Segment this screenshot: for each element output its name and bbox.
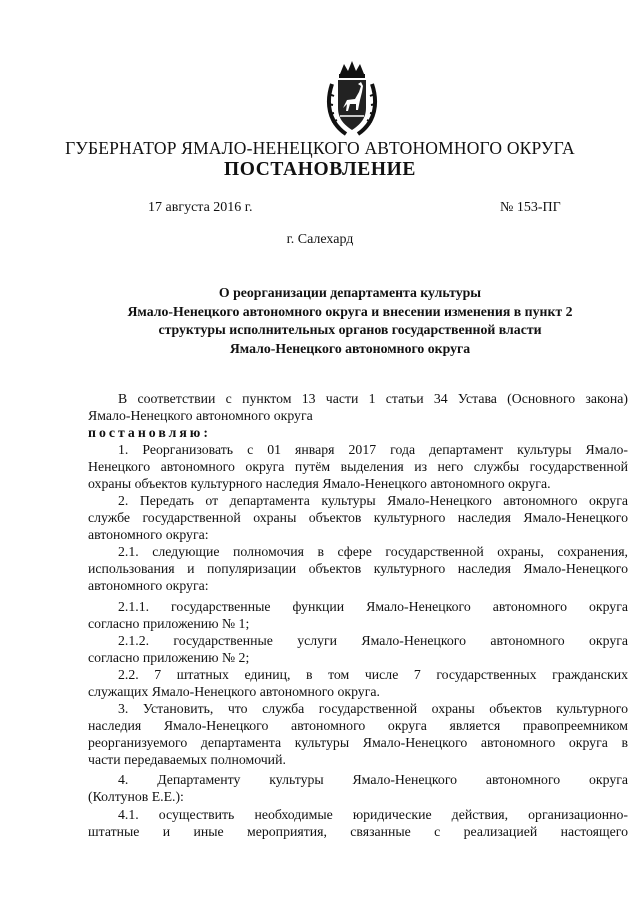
issuing-authority: ГУБЕРНАТОР ЯМАЛО-НЕНЕЦКОГО АВТОНОМНОГО ОКРУГА <box>65 138 575 158</box>
paragraph-line: 2.1. следующие полномочия в сфере государственной охраны, сохранения, <box>118 544 628 559</box>
preamble-text: Ямало-Ненецкого автономного округа <box>88 408 313 423</box>
paragraph-line: согласно приложению № 1; <box>88 616 250 631</box>
paragraph-line: 2. Передать от департамента культуры Ямало-Ненецкого автономного округа <box>118 493 628 508</box>
paragraph-1 <box>88 441 628 492</box>
paragraph-line: наследия Ямало-Ненецкого автономного округа является правопреемником <box>88 718 628 733</box>
document-date: 17 августа 2016 г. <box>148 200 253 215</box>
paragraph-line: 2.1.2. государственные услуги Ямало-Ненецкого автономного округа <box>118 633 628 648</box>
paragraph-line: 2.2. 7 штатных единиц, в том числе 7 государственных гражданских <box>118 667 628 682</box>
paragraph-line: 4. Департаменту культуры Ямало-Ненецкого автономного округа <box>118 772 628 787</box>
paragraph-line: служащих Ямало-Ненецкого автономного округа. <box>88 684 380 699</box>
paragraph-line: автономного округа: <box>88 527 209 542</box>
document-type: ПОСТАНОВЛЕНИЕ <box>223 159 417 180</box>
paragraph-line: использования и популяризации объектов культурного наследия Ямало-Ненецкого <box>88 561 628 576</box>
title-line: О реорганизации департамента культуры <box>218 285 482 300</box>
preamble <box>88 390 628 441</box>
paragraph-2-1-2 <box>88 632 628 666</box>
paragraph-line: 1. Реорганизовать с 01 января 2017 года департамент культуры Ямало- <box>118 442 628 457</box>
document-number: № 153-ПГ <box>500 200 561 215</box>
paragraph-line: службе государственной охраны объектов культурного наследия Ямало-Ненецкого <box>88 510 628 525</box>
title-line: Ямало-Ненецкого автономного округа <box>229 340 471 356</box>
paragraph-4 <box>88 771 628 805</box>
document-city: г. Салехард <box>286 232 354 247</box>
paragraph-line: штатные и иные мероприятия, связанные с реализацией настоящего <box>88 824 628 839</box>
paragraph-line: Ненецкого автономного округа путём выделения из него службы государственной <box>88 459 628 474</box>
paragraph-line: 4.1. осуществить необходимые юридические действия, организационно- <box>118 807 628 822</box>
paragraph-line: реорганизуемого департамента культуры Ямало-Ненецкого автономного округа в <box>88 735 628 750</box>
paragraph-3 <box>88 700 628 768</box>
paragraph-2-1-1 <box>88 598 628 632</box>
paragraph-line: 2.1.1. государственные функции Ямало-Ненецкого автономного округа <box>118 599 628 614</box>
preamble-resolve-word: постановляю: <box>88 425 211 440</box>
document-title <box>60 284 640 358</box>
preamble-line <box>88 407 628 441</box>
paragraph-line: части передаваемых полномочий. <box>88 752 286 767</box>
paragraph-2-2 <box>88 666 628 700</box>
paragraph-line: согласно приложению № 2; <box>88 650 250 665</box>
paragraph-4-1 <box>88 806 628 840</box>
paragraph-line: автономного округа: <box>88 578 209 593</box>
paragraph-line: охраны объектов культурного наследия Ямало-Ненецкого автономного округа. <box>88 476 551 491</box>
title-line: Ямало-Ненецкого автономного округа и внесении изменения в пункт 2 <box>127 303 573 319</box>
paragraph-line: (Колтунов Е.Е.): <box>88 789 184 804</box>
preamble-line: В соответствии с пунктом 13 части 1 статьи 34 Устава (Основного закона) <box>118 391 628 406</box>
paragraph-line: 3. Установить, что служба государственной охраны объектов культурного <box>118 701 628 716</box>
paragraph-2-1 <box>88 543 628 594</box>
title-line: структуры исполнительных органов государственной власти <box>158 322 542 337</box>
paragraph-2 <box>88 492 628 543</box>
yamal-coat-of-arms-icon <box>324 58 380 138</box>
